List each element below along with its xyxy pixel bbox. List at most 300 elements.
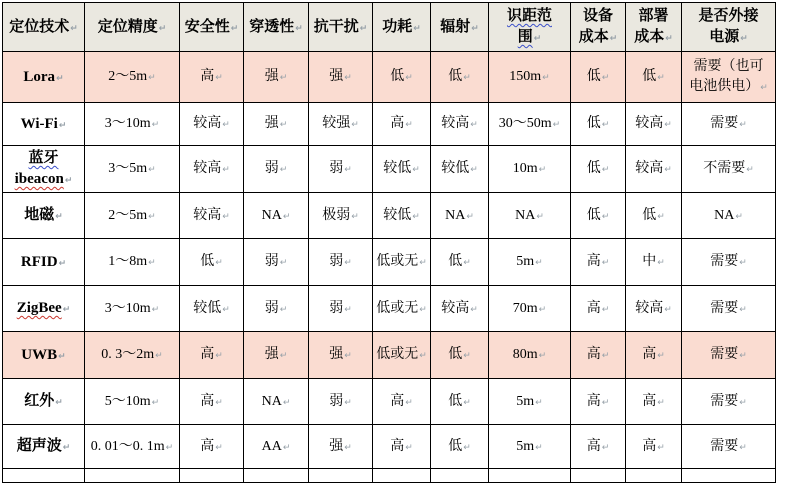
paragraph-mark-icon: ↵ xyxy=(282,397,291,408)
cell-text: 定位技术 xyxy=(9,18,70,35)
column-header xyxy=(431,3,489,52)
table-cell xyxy=(85,193,180,239)
cell-text: 较高 xyxy=(441,300,470,316)
paragraph-mark-icon: ↵ xyxy=(295,23,303,34)
column-header xyxy=(489,3,571,52)
paragraph-mark-icon: ↵ xyxy=(538,351,547,362)
table-cell xyxy=(309,425,373,469)
empty-cell xyxy=(85,469,180,483)
paragraph-mark-icon: ↵ xyxy=(412,165,420,176)
cell-text: 5m xyxy=(516,254,535,270)
tech-name-cell xyxy=(3,103,85,146)
table-cell xyxy=(571,52,626,103)
cell-text: 较高 xyxy=(193,161,222,177)
table-cell xyxy=(489,193,571,239)
empty-cell xyxy=(626,469,682,483)
cell-text: 弱 xyxy=(264,300,279,316)
table-cell xyxy=(682,193,776,239)
table-cell xyxy=(682,52,776,103)
cell-text: 功耗 xyxy=(382,18,413,35)
tech-name-cell xyxy=(3,193,85,239)
table-cell xyxy=(309,52,373,103)
cell-text: 辐射 xyxy=(440,18,471,35)
paragraph-mark-icon: ↵ xyxy=(279,165,288,176)
table-cell xyxy=(571,379,626,425)
table-cell xyxy=(244,146,309,193)
table-cell xyxy=(309,146,373,193)
cell-text: 70m xyxy=(512,300,538,316)
cell-text: 抗干扰 xyxy=(313,18,359,35)
cell-text: 低 xyxy=(448,254,463,270)
table-cell xyxy=(489,239,571,286)
paragraph-mark-icon: ↵ xyxy=(601,165,610,176)
cell-text: 较低 xyxy=(441,161,470,177)
table-cell xyxy=(682,379,776,425)
paragraph-mark-icon: ↵ xyxy=(746,165,754,176)
cell-text: 10m xyxy=(512,161,538,177)
paragraph-mark-icon: ↵ xyxy=(760,83,768,93)
table-cell xyxy=(431,52,489,103)
table-cell xyxy=(244,239,309,286)
paragraph-mark-icon: ↵ xyxy=(601,211,610,222)
cell-text: UWB xyxy=(21,346,58,363)
table-cell xyxy=(180,286,244,332)
cell-text: 80m xyxy=(512,347,538,363)
paragraph-mark-icon: ↵ xyxy=(215,397,223,408)
paragraph-mark-icon: ↵ xyxy=(351,120,359,131)
paragraph-mark-icon: ↵ xyxy=(344,442,352,453)
empty-cell xyxy=(3,469,85,483)
table-cell xyxy=(489,146,571,193)
column-header xyxy=(682,3,776,52)
table-cell xyxy=(682,239,776,286)
tech-name-cell xyxy=(3,52,85,103)
column-header xyxy=(180,3,244,52)
paragraph-mark-icon: ↵ xyxy=(282,211,291,222)
paragraph-mark-icon: ↵ xyxy=(279,258,288,269)
table-row xyxy=(3,193,776,239)
table-row xyxy=(3,52,776,103)
table-cell xyxy=(431,425,489,469)
table-cell xyxy=(309,379,373,425)
tech-name-cell xyxy=(3,239,85,286)
cell-text: 低 xyxy=(586,69,601,85)
paragraph-mark-icon: ↵ xyxy=(282,442,291,453)
table-cell xyxy=(309,103,373,146)
column-header xyxy=(626,3,682,52)
cell-text: 较高 xyxy=(193,116,222,132)
cell-text: 需要 xyxy=(710,438,739,454)
cell-text: NA xyxy=(515,207,536,223)
paragraph-mark-icon: ↵ xyxy=(601,397,610,408)
table-cell xyxy=(571,103,626,146)
paragraph-mark-icon: ↵ xyxy=(739,351,747,362)
paragraph-mark-icon: ↵ xyxy=(533,34,542,44)
table-cell xyxy=(373,193,431,239)
cell-text: 高 xyxy=(642,347,657,363)
cell-text: 是否外接 xyxy=(698,8,759,24)
cell-text: 成本 xyxy=(578,29,609,45)
table-cell xyxy=(626,193,682,239)
cell-text: 需要 xyxy=(710,254,739,270)
table-cell xyxy=(489,425,571,469)
cell-text: 较低 xyxy=(383,161,412,177)
cell-text: 地磁 xyxy=(24,207,55,223)
cell-text: 高 xyxy=(200,69,215,85)
cell-text: 强 xyxy=(329,347,344,363)
cell-text: 强 xyxy=(329,438,344,454)
cell-text: 高 xyxy=(586,438,601,454)
cell-text: 3～10m xyxy=(104,300,151,316)
positioning-tech-comparison-table xyxy=(2,2,776,483)
cell-text: 低 xyxy=(448,347,463,363)
paragraph-mark-icon: ↵ xyxy=(279,304,288,315)
column-header xyxy=(244,3,309,52)
paragraph-mark-icon: ↵ xyxy=(279,120,288,131)
paragraph-mark-icon: ↵ xyxy=(664,304,672,315)
paragraph-mark-icon: ↵ xyxy=(344,397,352,408)
tech-name-cell xyxy=(3,425,85,469)
cell-text: 需要 xyxy=(710,300,739,316)
paragraph-mark-icon: ↵ xyxy=(230,23,239,34)
table-cell xyxy=(571,146,626,193)
cell-text: 超声波 xyxy=(16,438,62,454)
column-header xyxy=(3,3,85,52)
paragraph-mark-icon: ↵ xyxy=(148,73,156,84)
paragraph-mark-icon: ↵ xyxy=(413,23,421,34)
paragraph-mark-icon: ↵ xyxy=(155,351,163,362)
table-cell xyxy=(180,146,244,193)
cell-text: 高 xyxy=(642,438,657,454)
table-cell xyxy=(626,332,682,379)
table-cell xyxy=(373,146,431,193)
table-cell xyxy=(244,103,309,146)
table-cell xyxy=(682,146,776,193)
cell-text: 强 xyxy=(264,69,279,85)
paragraph-mark-icon: ↵ xyxy=(536,211,544,222)
cell-text: 弱 xyxy=(329,254,344,270)
table-cell xyxy=(489,103,571,146)
paragraph-mark-icon: ↵ xyxy=(222,120,230,131)
cell-text: 低或无 xyxy=(376,300,419,316)
cell-text: 高 xyxy=(200,438,215,454)
cell-text: 低 xyxy=(448,69,463,85)
empty-cell xyxy=(571,469,626,483)
cell-text: 高 xyxy=(390,438,405,454)
cell-text: 红外 xyxy=(24,393,55,409)
table-row xyxy=(3,239,776,286)
cell-text: 高 xyxy=(586,300,601,316)
table-cell xyxy=(373,286,431,332)
table-body xyxy=(3,52,776,483)
paragraph-mark-icon: ↵ xyxy=(419,304,427,315)
paragraph-mark-icon: ↵ xyxy=(470,120,478,131)
paragraph-mark-icon: ↵ xyxy=(470,304,478,315)
cell-text: 需要 xyxy=(710,116,739,132)
cell-text: AA xyxy=(261,438,282,454)
cell-text: 弱 xyxy=(329,393,344,409)
table-cell xyxy=(682,332,776,379)
paragraph-mark-icon: ↵ xyxy=(351,211,359,222)
paragraph-mark-icon: ↵ xyxy=(344,304,352,315)
paragraph-mark-icon: ↵ xyxy=(601,304,610,315)
paragraph-mark-icon: ↵ xyxy=(344,165,352,176)
paragraph-mark-icon: ↵ xyxy=(463,397,471,408)
cell-text: 高 xyxy=(200,393,215,409)
table-cell xyxy=(180,193,244,239)
paragraph-mark-icon: ↵ xyxy=(222,304,230,315)
table-cell xyxy=(180,425,244,469)
cell-text: 较低 xyxy=(193,300,222,316)
cell-text: 需要 xyxy=(710,347,739,363)
cell-text: 不需要 xyxy=(703,161,746,177)
table-cell xyxy=(431,193,489,239)
cell-text: 识距范 xyxy=(506,8,552,24)
paragraph-mark-icon: ↵ xyxy=(344,351,352,362)
paragraph-mark-icon: ↵ xyxy=(463,258,471,269)
paragraph-mark-icon: ↵ xyxy=(609,34,618,44)
paragraph-mark-icon: ↵ xyxy=(739,258,747,269)
paragraph-mark-icon: ↵ xyxy=(58,120,67,131)
column-header xyxy=(85,3,180,52)
table-cell xyxy=(571,239,626,286)
paragraph-mark-icon: ↵ xyxy=(463,73,471,84)
paragraph-mark-icon: ↵ xyxy=(222,211,230,222)
paragraph-mark-icon: ↵ xyxy=(55,398,63,408)
cell-text: 5m xyxy=(516,438,535,454)
paragraph-mark-icon: ↵ xyxy=(601,351,610,362)
cell-text: 极弱 xyxy=(322,207,351,223)
cell-text: 2～5m xyxy=(108,69,148,85)
cell-text: 需要 xyxy=(710,393,739,409)
cell-text: 较低 xyxy=(383,207,412,223)
table-cell xyxy=(373,52,431,103)
cell-text: 设备 xyxy=(582,8,613,24)
paragraph-mark-icon: ↵ xyxy=(222,165,230,176)
cell-text: 较高 xyxy=(441,116,470,132)
paragraph-mark-icon: ↵ xyxy=(552,120,561,131)
table-cell xyxy=(431,103,489,146)
table-cell xyxy=(682,103,776,146)
paragraph-mark-icon: ↵ xyxy=(601,73,610,84)
table-row xyxy=(3,286,776,332)
column-header xyxy=(571,3,626,52)
paragraph-mark-icon: ↵ xyxy=(344,73,352,84)
cell-text: 低或无 xyxy=(376,254,419,270)
cell-text: 电池供电） xyxy=(689,79,760,94)
paragraph-mark-icon: ↵ xyxy=(405,73,413,84)
paragraph-mark-icon: ↵ xyxy=(657,397,665,408)
paragraph-mark-icon: ↵ xyxy=(463,442,471,453)
table-cell xyxy=(489,379,571,425)
paragraph-mark-icon: ↵ xyxy=(601,258,610,269)
paragraph-mark-icon: ↵ xyxy=(664,120,672,131)
table-cell xyxy=(85,332,180,379)
paragraph-mark-icon: ↵ xyxy=(740,34,748,44)
table-cell xyxy=(85,52,180,103)
table-cell xyxy=(244,379,309,425)
paragraph-mark-icon: ↵ xyxy=(151,304,160,315)
cell-text: 0. 3～2m xyxy=(101,347,155,363)
empty-cell xyxy=(180,469,244,483)
paragraph-mark-icon: ↵ xyxy=(471,23,479,34)
table-cell xyxy=(373,239,431,286)
paragraph-mark-icon: ↵ xyxy=(158,23,167,34)
cell-text: 蓝牙 xyxy=(28,150,59,166)
table-cell xyxy=(571,193,626,239)
cell-text: Lora xyxy=(23,68,56,85)
paragraph-mark-icon: ↵ xyxy=(405,120,413,131)
paragraph-mark-icon: ↵ xyxy=(463,351,471,362)
paragraph-mark-icon: ↵ xyxy=(148,211,156,222)
cell-text: 低 xyxy=(586,207,601,223)
cell-text: 1～8m xyxy=(108,254,148,270)
paragraph-mark-icon: ↵ xyxy=(412,211,420,222)
empty-cell xyxy=(309,469,373,483)
table-row xyxy=(3,146,776,193)
cell-text: 电源 xyxy=(709,29,740,45)
empty-cell xyxy=(489,469,571,483)
table-cell xyxy=(85,239,180,286)
paragraph-mark-icon: ↵ xyxy=(344,258,352,269)
cell-text: 低或无 xyxy=(376,347,419,363)
table-cell xyxy=(244,286,309,332)
table-cell xyxy=(244,425,309,469)
table-row xyxy=(3,103,776,146)
cell-text: NA xyxy=(261,207,282,223)
paragraph-mark-icon: ↵ xyxy=(405,397,413,408)
paragraph-mark-icon: ↵ xyxy=(601,120,610,131)
table-cell xyxy=(244,332,309,379)
cell-text: 高 xyxy=(390,116,405,132)
cell-text: 3～5m xyxy=(108,161,148,177)
paragraph-mark-icon: ↵ xyxy=(657,442,665,453)
paragraph-mark-icon: ↵ xyxy=(70,23,78,34)
tech-name-cell xyxy=(3,146,85,193)
cell-text: 低 xyxy=(642,207,657,223)
column-header xyxy=(373,3,431,52)
paragraph-mark-icon: ↵ xyxy=(739,397,747,408)
table-cell xyxy=(571,332,626,379)
table-cell xyxy=(180,379,244,425)
partial-clipped-row xyxy=(3,469,776,483)
table-cell xyxy=(626,425,682,469)
paragraph-mark-icon: ↵ xyxy=(466,211,474,222)
empty-cell xyxy=(244,469,309,483)
paragraph-mark-icon: ↵ xyxy=(739,120,747,131)
cell-text: 低 xyxy=(586,116,601,132)
paragraph-mark-icon: ↵ xyxy=(56,73,64,84)
table-cell xyxy=(85,146,180,193)
cell-text: 低 xyxy=(448,393,463,409)
paragraph-mark-icon: ↵ xyxy=(215,258,223,269)
paragraph-mark-icon: ↵ xyxy=(215,73,223,84)
paragraph-mark-icon: ↵ xyxy=(148,258,156,269)
table-cell xyxy=(682,286,776,332)
table-cell xyxy=(85,286,180,332)
tech-name-cell xyxy=(3,286,85,332)
table-row xyxy=(3,379,776,425)
cell-text: 0. 01～0. 1m xyxy=(90,438,165,454)
cell-text: 高 xyxy=(200,347,215,363)
paragraph-mark-icon: ↵ xyxy=(535,442,543,453)
tech-name-cell xyxy=(3,379,85,425)
paragraph-mark-icon: ↵ xyxy=(279,351,288,362)
table-cell xyxy=(373,425,431,469)
table-cell xyxy=(180,52,244,103)
cell-text: 部署 xyxy=(638,8,669,24)
table-cell xyxy=(309,332,373,379)
paragraph-mark-icon: ↵ xyxy=(470,165,478,176)
table-cell xyxy=(626,379,682,425)
paragraph-mark-icon: ↵ xyxy=(664,165,672,176)
paragraph-mark-icon: ↵ xyxy=(535,397,543,408)
table-cell xyxy=(571,286,626,332)
cell-text: NA xyxy=(261,393,282,409)
paragraph-mark-icon: ↵ xyxy=(279,73,288,84)
cell-text: ibeacon xyxy=(14,171,64,187)
cell-text: 强 xyxy=(264,347,279,363)
cell-text: 5～10m xyxy=(104,393,151,409)
cell-text: NA xyxy=(714,207,735,223)
table-cell xyxy=(626,52,682,103)
table-cell xyxy=(571,425,626,469)
cell-text: 低 xyxy=(642,69,657,85)
cell-text: 弱 xyxy=(329,300,344,316)
paragraph-mark-icon: ↵ xyxy=(151,120,160,131)
table-cell xyxy=(373,103,431,146)
table-cell xyxy=(309,193,373,239)
cell-text: 弱 xyxy=(264,161,279,177)
table-cell xyxy=(489,332,571,379)
cell-text: 高 xyxy=(586,393,601,409)
cell-text: 安全性 xyxy=(184,18,230,35)
table-cell xyxy=(180,239,244,286)
table-cell xyxy=(682,425,776,469)
cell-text: 5m xyxy=(516,393,535,409)
table-cell xyxy=(626,103,682,146)
paragraph-mark-icon: ↵ xyxy=(535,258,543,269)
cell-text: 围 xyxy=(517,29,533,45)
table-cell xyxy=(431,239,489,286)
cell-text: 高 xyxy=(586,347,601,363)
table-cell xyxy=(489,286,571,332)
paragraph-mark-icon: ↵ xyxy=(55,212,63,222)
table-row xyxy=(3,332,776,379)
cell-text: 弱 xyxy=(264,254,279,270)
paragraph-mark-icon: ↵ xyxy=(735,211,743,222)
paragraph-mark-icon: ↵ xyxy=(359,23,368,34)
empty-cell xyxy=(373,469,431,483)
table-cell xyxy=(373,332,431,379)
cell-text: 强 xyxy=(329,69,344,85)
paragraph-mark-icon: ↵ xyxy=(538,165,547,176)
table-row xyxy=(3,425,776,469)
paragraph-mark-icon: ↵ xyxy=(601,442,610,453)
table-header xyxy=(3,3,776,52)
table-cell xyxy=(626,286,682,332)
table-cell xyxy=(431,379,489,425)
cell-text: 需要（也可 xyxy=(693,59,764,75)
paragraph-mark-icon: ↵ xyxy=(148,165,156,176)
table-cell xyxy=(244,52,309,103)
table-cell xyxy=(431,146,489,193)
cell-text: 低 xyxy=(448,438,463,454)
column-header xyxy=(309,3,373,52)
table-cell xyxy=(626,239,682,286)
cell-text: 高 xyxy=(642,393,657,409)
cell-text: 低 xyxy=(390,69,405,85)
